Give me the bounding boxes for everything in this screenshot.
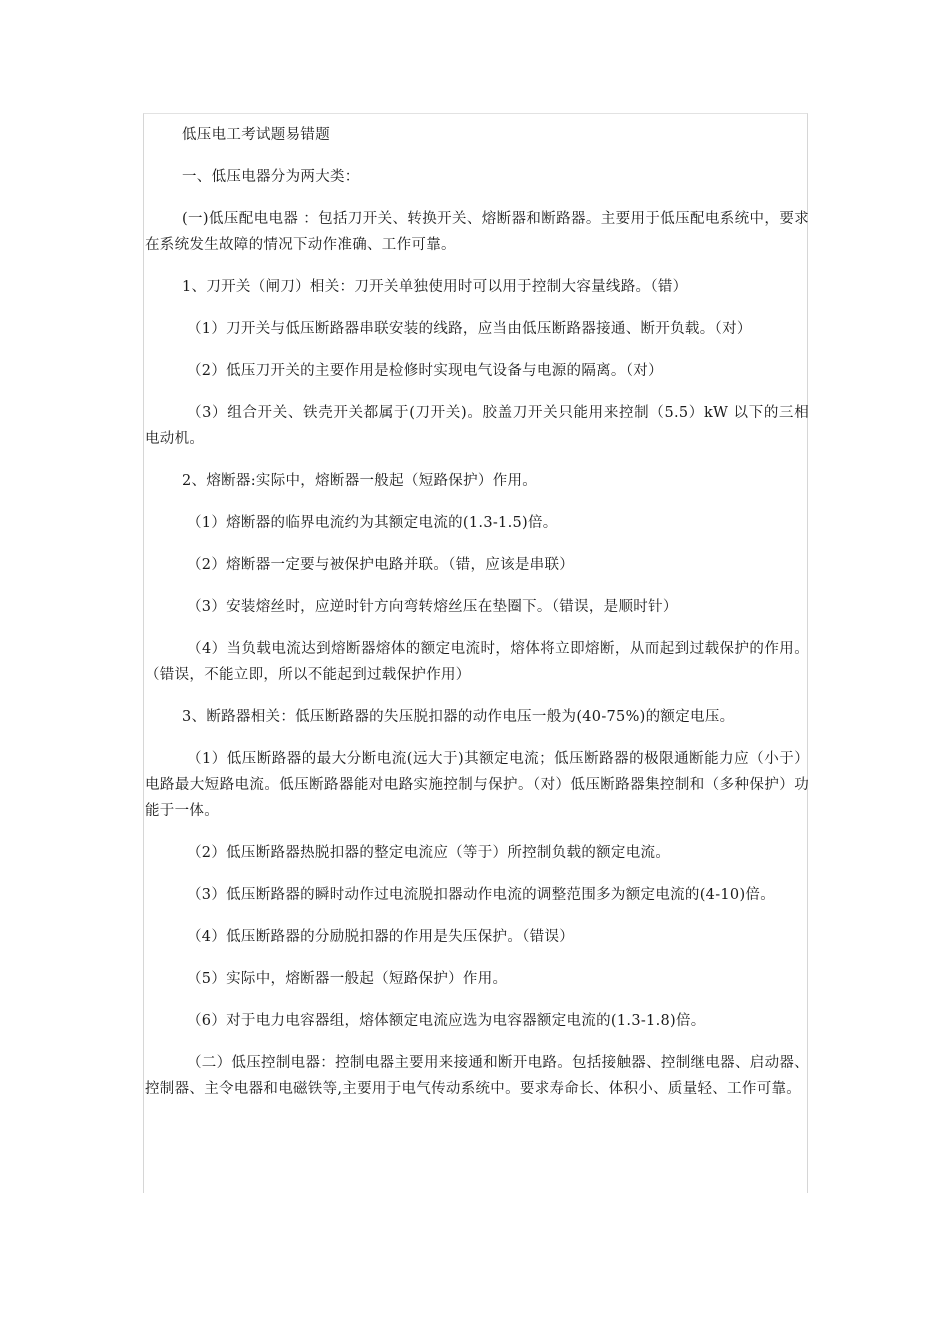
paragraph: （2）熔断器一定要与被保护电路并联。（错，应该是串联）	[187, 557, 575, 573]
paragraph: 2、熔断器:实际中，熔断器一般起（短路保护）作用。	[182, 473, 538, 489]
paragraph: （1）熔断器的临界电流约为其额定电流的(1.3-1.5)倍。	[187, 515, 558, 531]
paragraph: 1、刀开关（闸刀）相关：刀开关单独使用时可以用于控制大容量线路。（错）	[182, 279, 688, 295]
paragraph-list	[145, 164, 809, 1102]
paragraph: （1）低压断路器的最大分断电流(远大于)其额定电流；低压断路器的极限通断能力应（小于）电路最大短路电流。低压断路器能对电路实施控制与保护。（对）低压断路器集控制和（多种保护）功能于一体。	[145, 751, 809, 819]
paragraph: （3）安装熔丝时，应逆时针方向弯转熔丝压在垫圈下。（错误，是顺时针）	[187, 599, 678, 615]
paragraph: (一)低压配电电器 ：包括刀开关、转换开关、熔断器和断路器。主要用于低压配电系统中，要求在系统发生故障的情况下动作准确、工作可靠。	[145, 211, 809, 253]
paragraph: （二）低压控制电器：控制电器主要用来接通和断开电路。包括接触器、控制继电器、启动器、控制器、主令电器和电磁铁等,主要用于电气传动系统中。要求寿命长、体积小、质量轻、工作可靠。	[145, 1055, 809, 1097]
document-title: 低压电工考试题易错题	[182, 127, 330, 143]
paragraph: （2）低压刀开关的主要作用是检修时实现电气设备与电源的隔离。（对）	[187, 363, 663, 379]
paragraph: 一、低压电器分为两大类：	[182, 169, 360, 185]
paragraph: （4）低压断路器的分励脱扣器的作用是失压保护。（错误）	[187, 929, 575, 945]
paragraph: （1）刀开关与低压断路器串联安装的线路，应当由低压断路器接通、断开负载。（对）	[187, 321, 752, 337]
paragraph: （2）低压断路器热脱扣器的整定电流应（等于）所控制负载的额定电流。	[187, 845, 671, 861]
paragraph: （6）对于电力电容器组，熔体额定电流应选为电容器额定电流的(1.3-1.8)倍。	[187, 1013, 706, 1029]
paragraph: （5）实际中，熔断器一般起（短路保护）作用。	[187, 971, 508, 987]
paragraph: 3、断路器相关：低压断路器的失压脱扣器的动作电压一般为(40-75%)的额定电压。	[182, 709, 735, 725]
paragraph: （3）低压断路器的瞬时动作过电流脱扣器动作电流的调整范围多为额定电流的(4-10)倍。	[187, 887, 776, 903]
paragraph: （3）组合开关、铁壳开关都属于(刀开关)。胶盖刀开关只能用来控制（5.5）kW 以下的三相电动机。	[145, 405, 809, 447]
document-body	[145, 122, 809, 1118]
paragraph: （4）当负载电流达到熔断器熔体的额定电流时，熔体将立即熔断，从而起到过载保护的作用。（错误，不能立即，所以不能起到过载保护作用）	[145, 641, 809, 683]
